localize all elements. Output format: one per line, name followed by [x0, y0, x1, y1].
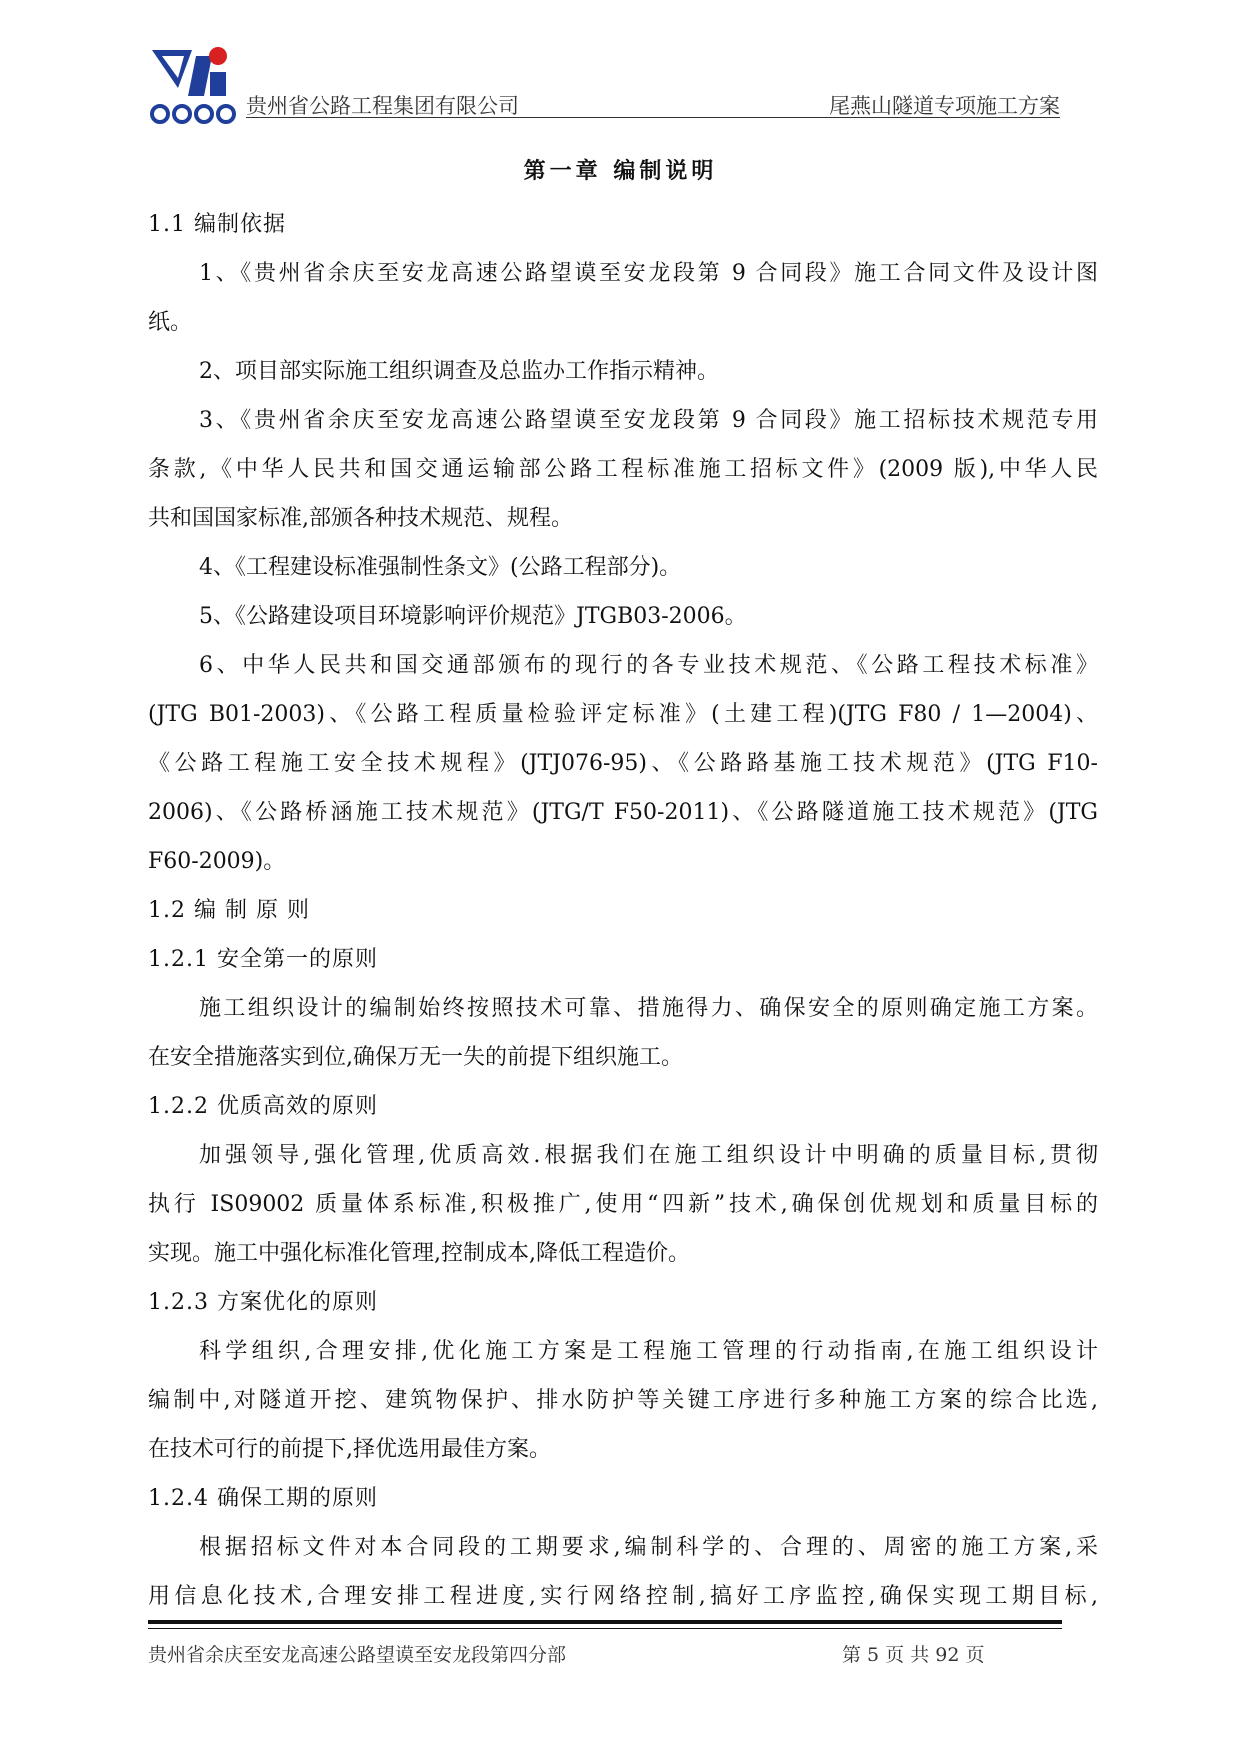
paragraph-line: (JTG B01-2003)、《公路工程质量检验评定标准》(土建工程)(JTG F80 / 1—2004)、	[148, 702, 1098, 727]
section-heading: 1.2 编 制 原 则	[148, 898, 310, 923]
paragraph-line: 加强领导,强化管理,优质高效.根据我们在施工组织设计中明确的质量目标,贯彻	[199, 1143, 1098, 1168]
chapter-title: 第一章 编制说明	[523, 158, 718, 184]
paragraph-line: 根据招标文件对本合同段的工期要求,编制科学的、合理的、周密的施工方案,采	[199, 1535, 1098, 1560]
section-heading: 1.2.1 安全第一的原则	[148, 947, 378, 972]
company-logo	[148, 44, 240, 130]
paragraph-line: 执行 IS09002 质量体系标准,积极推广,使用“四新”技术,确保创优规划和质量目标的	[148, 1192, 1098, 1217]
paragraph-line: 条款,《中华人民共和国交通运输部公路工程标准施工招标文件》(2009 版),中华人民	[148, 457, 1098, 482]
paragraph-line: 6、中华人民共和国交通部颁布的现行的各专业技术规范、《公路工程技术标准》	[199, 653, 1098, 678]
footer-project-name: 贵州省余庆至安龙高速公路望谟至安龙段第四分部	[148, 1644, 567, 1666]
header-company-name: 贵州省公路工程集团有限公司	[246, 94, 519, 118]
paragraph-line: F60-2009)。	[148, 849, 286, 874]
paragraph-line: 纸。	[148, 310, 193, 335]
paragraph-line: 施工组织设计的编制始终按照技术可靠、措施得力、确保安全的原则确定施工方案。	[199, 996, 1098, 1021]
paragraph-line: 4、《工程建设标准强制性条文》(公路工程部分)。	[199, 555, 682, 580]
section-heading: 1.1 编制依据	[148, 212, 286, 237]
paragraph-line: 在安全措施落实到位,确保万无一失的前提下组织施工。	[148, 1045, 683, 1070]
paragraph-line: 《公路工程施工安全技术规程》(JTJ076-95)、《公路路基施工技术规范》(JTG F10-	[148, 751, 1098, 776]
paragraph-line: 实现。施工中强化标准化管理,控制成本,降低工程造价。	[148, 1241, 690, 1266]
section-heading: 1.2.3 方案优化的原则	[148, 1290, 378, 1315]
paragraph-line: 科学组织,合理安排,优化施工方案是工程施工管理的行动指南,在施工组织设计	[199, 1339, 1098, 1364]
footer-divider-thin	[148, 1628, 1062, 1629]
paragraph-line: 1、《贵州省余庆至安龙高速公路望谟至安龙段第 9 合同段》施工合同文件及设计图	[199, 261, 1098, 286]
paragraph-line: 3、《贵州省余庆至安龙高速公路望谟至安龙段第 9 合同段》施工招标技术规范专用	[199, 408, 1098, 433]
paragraph-line: 在技术可行的前提下,择优选用最佳方案。	[148, 1437, 551, 1462]
header-document-title: 尾燕山隧道专项施工方案	[829, 94, 1060, 118]
section-heading: 1.2.4 确保工期的原则	[148, 1486, 378, 1511]
paragraph-line: 2、项目部实际施工组织调查及总监办工作指示精神。	[199, 359, 719, 384]
paragraph-line: 用信息化技术,合理安排工程进度,实行网络控制,搞好工序监控,确保实现工期目标,	[148, 1584, 1098, 1609]
footer-divider-thick	[148, 1620, 1062, 1624]
body-text	[148, 200, 1098, 1621]
section-heading: 1.2.2 优质高效的原则	[148, 1094, 378, 1119]
paragraph-line: 2006)、《公路桥涵施工技术规范》(JTG/T F50-2011)、《公路隧道施工技术规范》(JTG	[148, 800, 1098, 825]
paragraph-line: 共和国国家标准,部颁各种技术规范、规程。	[148, 506, 573, 531]
paragraph-line: 编制中,对隧道开挖、建筑物保护、排水防护等关键工序进行多种施工方案的综合比选,	[148, 1388, 1098, 1413]
header-divider	[246, 117, 1060, 118]
footer-page-number: 第 5 页 共 92 页	[842, 1644, 985, 1666]
paragraph-line: 5、《公路建设项目环境影响评价规范》JTGB03-2006。	[199, 604, 747, 629]
